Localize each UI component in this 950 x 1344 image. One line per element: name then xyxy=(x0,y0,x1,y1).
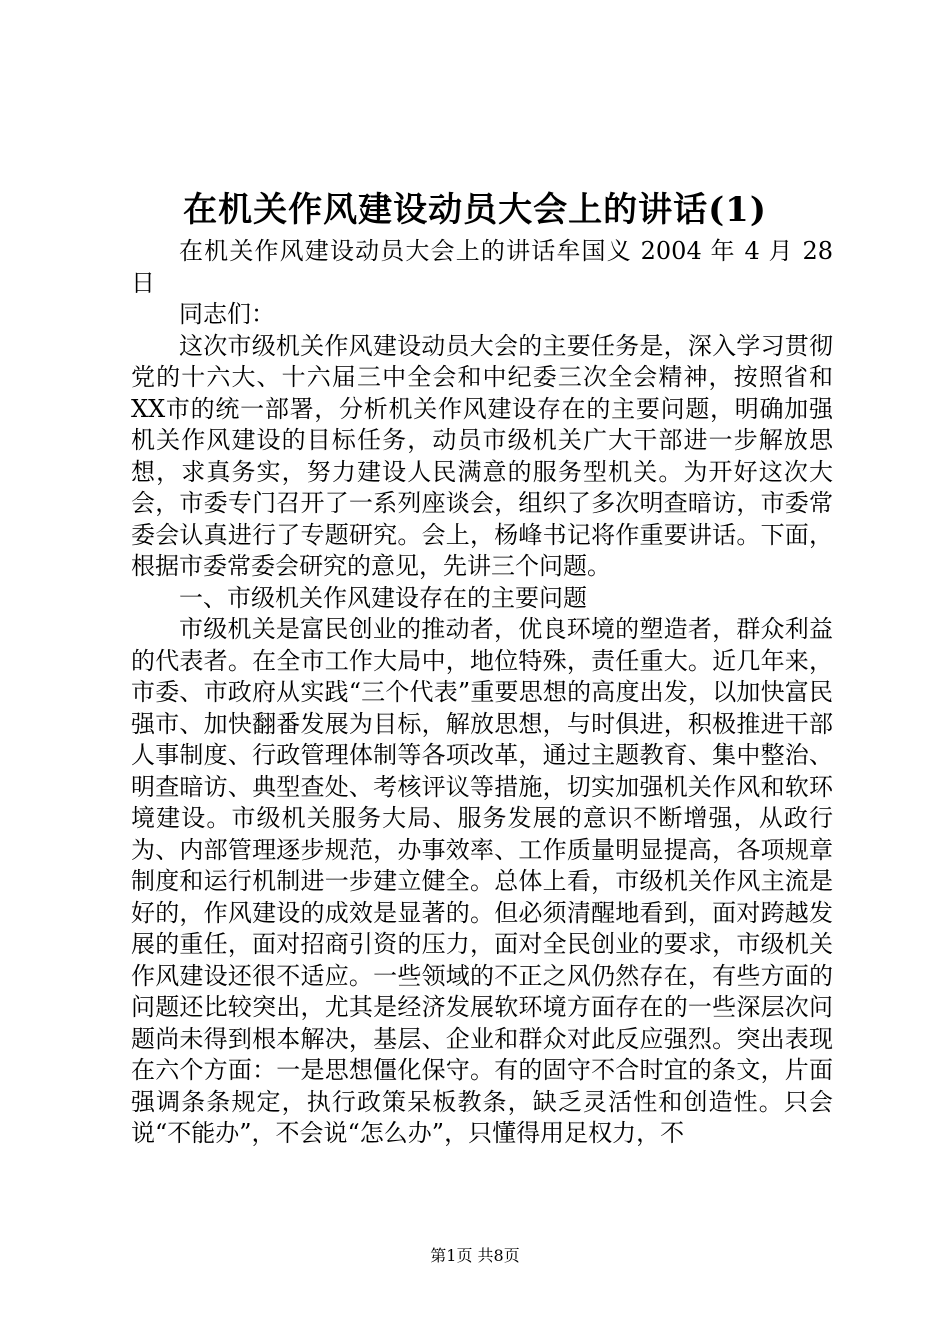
paragraph-intro: 这次市级机关作风建设动员大会的主要任务是，深入学习贯彻党的十六大、十六届三中全会和中纪委三次全会精神，按照省和XX市的统一部署，分析机关作风建设存在的主要问题，明确加强机关作风建设的目标任务，动员市级机关广大干部进一步解放思想，求真务实，努力建设人民满意的服务型机关。为开好这次大会，市委专门召开了一系列座谈会，组织了多次明查暗访，市委常委会认真进行了专题研究。会上，杨峰书记将作重要讲话。下面，根据市委常委会研究的意见，先讲三个问题。 xyxy=(131,331,833,580)
page-footer: 第1页 共8页 xyxy=(430,1246,520,1265)
paragraph-main: 市级机关是富民创业的推动者，优良环境的塑造者，群众利益的代表者。在全市工作大局中，地位特殊，责任重大。近几年来，市委、市政府从实践“三个代表”重要思想的高度出发，以加快富民强市、加快翻番发展为目标，解放思想，与时俱进，积极推进干部人事制度、行政管理体制等各项改革，通过主题教育、集中整治、明查暗访、典型查处、考核评议等措施，切实加强机关作风和软环境建设。市级机关服务大局、服务发展的意识不断增强，从政行为、内部管理逐步规范，办事效率、工作质量明显提高，各项规章制度和运行机制进一步建立健全。总体上看，市级机关作风主流是好的，作风建设的成效是显著的。但必须清醒地看到，面对跨越发展的重任，面对招商引资的压力，面对全民创业的要求，市级机关作风建设还很不适应。一些领域的不正之风仍然存在，有些方面的问题还比较突出，尤其是经济发展软环境方面存在的一些深层次问题尚未得到根本解决，基层、企业和群众对此反应强烈。突出表现在六个方面：一是思想僵化保守。有的固守不合时宜的条文，片面强调条条规定，执行政策呆板教条，缺乏灵活性和创造性。只会说“不能办”，不会说“怎么办”，只懂得用足权力，不 xyxy=(131,615,833,1147)
paragraph-salutation: 同志们： xyxy=(179,300,275,328)
document-title: 在机关作风建设动员大会上的讲话(1) xyxy=(183,190,767,230)
document-body xyxy=(131,236,833,1150)
paragraph-dateline: 在机关作风建设动员大会上的讲话牟国义 2004 年 4 月 28 日 xyxy=(131,237,833,297)
section-heading: 一、市级机关作风建设存在的主要问题 xyxy=(179,583,587,612)
